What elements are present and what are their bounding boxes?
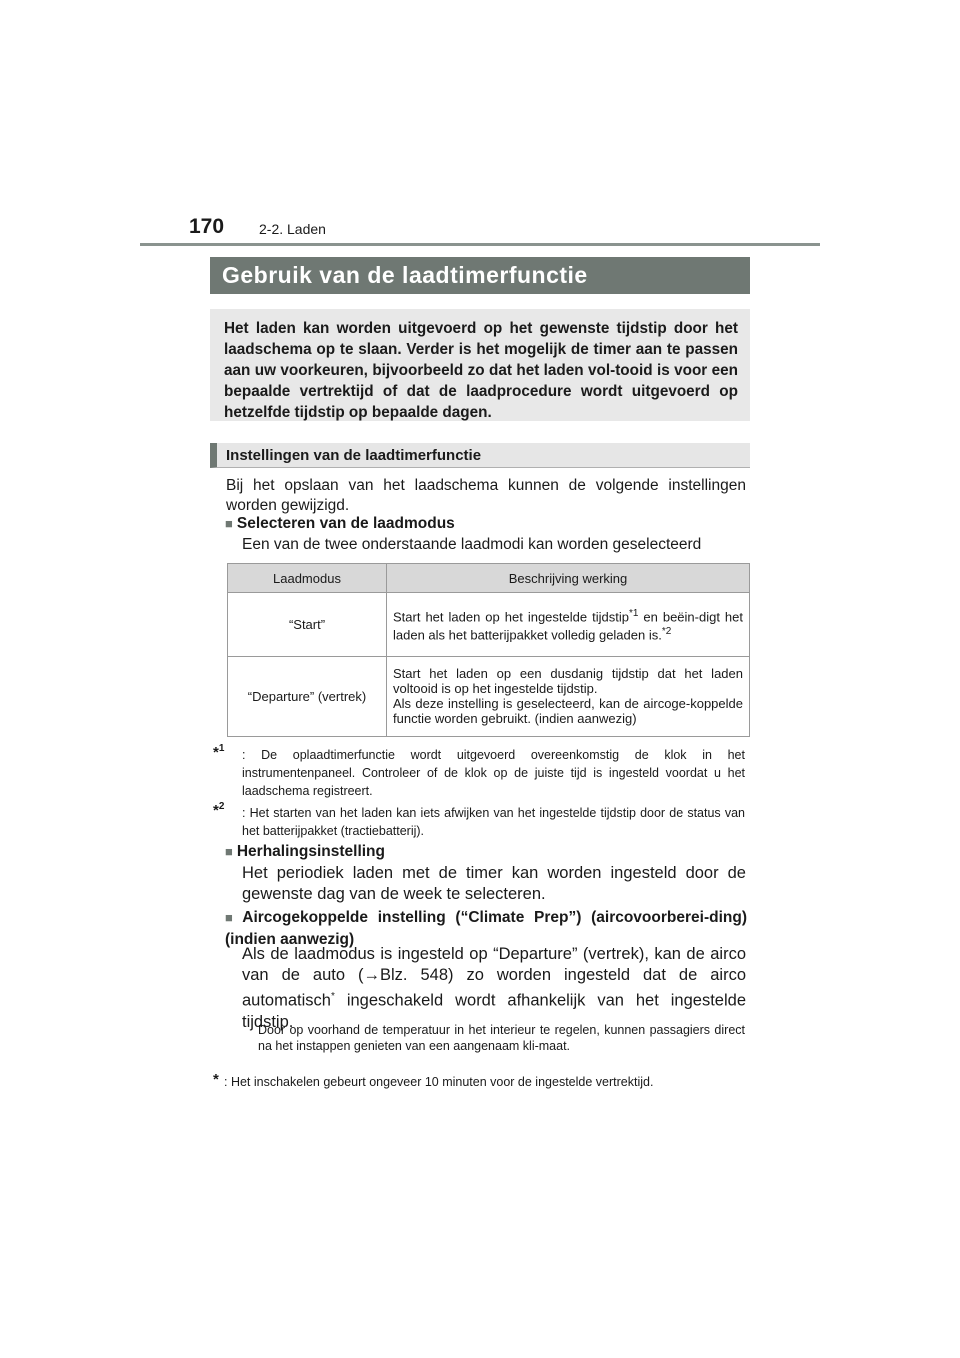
mode-text: Een van de twee onderstaande laadmodi kan worden geselecteerd [242,536,702,553]
mode-desc-text: en beëin-digt het laden als het batterijpakket volledig geladen is. [393,609,743,643]
mode-desc-text: Start het laden op het ingestelde tijdstip [393,609,629,624]
footnote-2: : Het starten van het laden kan iets afwijken van het ingestelde tijdstip door de status van het batterijpakket (tractiebatterij). [242,806,745,838]
table-header-cell: Laadmodus [228,564,387,593]
mode-desc-cell [387,593,750,657]
mode-heading-text: Selecteren van de laadmodus [236,515,455,532]
settings-intro: Bij het opslaan van het laadschema kunnen de volgende instellingen worden gewijzigd. [226,477,746,514]
bullet-square-icon: ■ [225,516,233,531]
charge-mode-table [227,563,750,737]
mode-heading [225,515,455,533]
climate-text: Als de laadmodus is ingesteld op “Departure” (vertrek), kan de airco van de auto (→Blz. 548) zo worden ingesteld dat de airco automatisch* ingeschakeld wordt afhankelijk van het ingestelde tijdstip. [242,945,746,1031]
header-rule [140,243,820,246]
mode-name-cell: “Start” [228,593,387,657]
footnote-1: : De oplaadtimerfunctie wordt uitgevoerd overeenkomstig de klok in het instrumentenpaneel. Controleer of de klok op de juiste tijd is ingesteld voordat u het laadschema registreert. [242,748,745,798]
arrow-icon: → [363,966,380,984]
footnote-mark: * [213,1071,219,1088]
climate-note: Door op voorhand de temperatuur in het interieur te regelen, kunnen passagiers direct na het instappen genieten van een aangenaam kli-maat. [258,1023,745,1053]
footnote-ref: * [330,991,335,1002]
table-row [228,593,750,657]
bullet-square-icon: ■ [225,844,233,859]
footnote-ref: *1 [628,607,639,619]
mode-desc-cell [387,657,750,737]
table-header-cell: Beschrijving werking [387,564,750,593]
footnote-mark: *$^2$ [213,801,225,819]
intro-box: Het laden kan worden uitgevoerd op het gewenste tijdstip door het laadschema op te slaan. Verder is het mogelijk de timer aan te passen aan uw voorkeuren, bijvoorbeeld zo dat het laden vol-tooid is voor een bepaalde vertrektijd of dat de laadprocedure wordt uitgevoerd op hetzelfde tijdstip op bepaalde dagen. [210,309,750,421]
mode-name-cell: “Departure” (vertrek) [228,657,387,737]
climate-heading-text: Aircogekoppelde instelling (“Climate Prep”) (aircovoorberei-ding) (indien aanwezig) [225,909,747,948]
page-number: 170 [189,215,225,238]
table-header-row [228,564,750,593]
bullet-square-icon: ■ [225,910,239,925]
sub-heading: Instellingen van de laadtimerfunctie [210,443,750,468]
footnote-final: : Het inschakelen gebeurt ongeveer 10 minuten voor de ingestelde vertrektijd. [224,1075,654,1089]
mode-desc-text: Start het laden op een dusdanig tijdstip dat het laden voltooid is op het ingestelde tijdstip. [393,666,743,696]
footnote-mark: *$^1$ [213,743,225,761]
repeat-text: Het periodiek laden met de timer kan worden ingesteld door de gewenste dag van de week te selecteren. [242,864,746,903]
table-row [228,657,750,737]
section-reference: 2-2. Laden [259,221,326,237]
repeat-heading-text: Herhalingsinstelling [236,843,385,860]
page-title: Gebruik van de laadtimerfunctie [210,257,750,294]
mode-desc-text: Als deze instelling is geselecteerd, kan de aircoge-koppelde functie worden gebruikt. (indien aanwezig) [393,696,743,726]
repeat-heading [225,843,385,861]
footnote-ref: *2 [661,626,672,637]
